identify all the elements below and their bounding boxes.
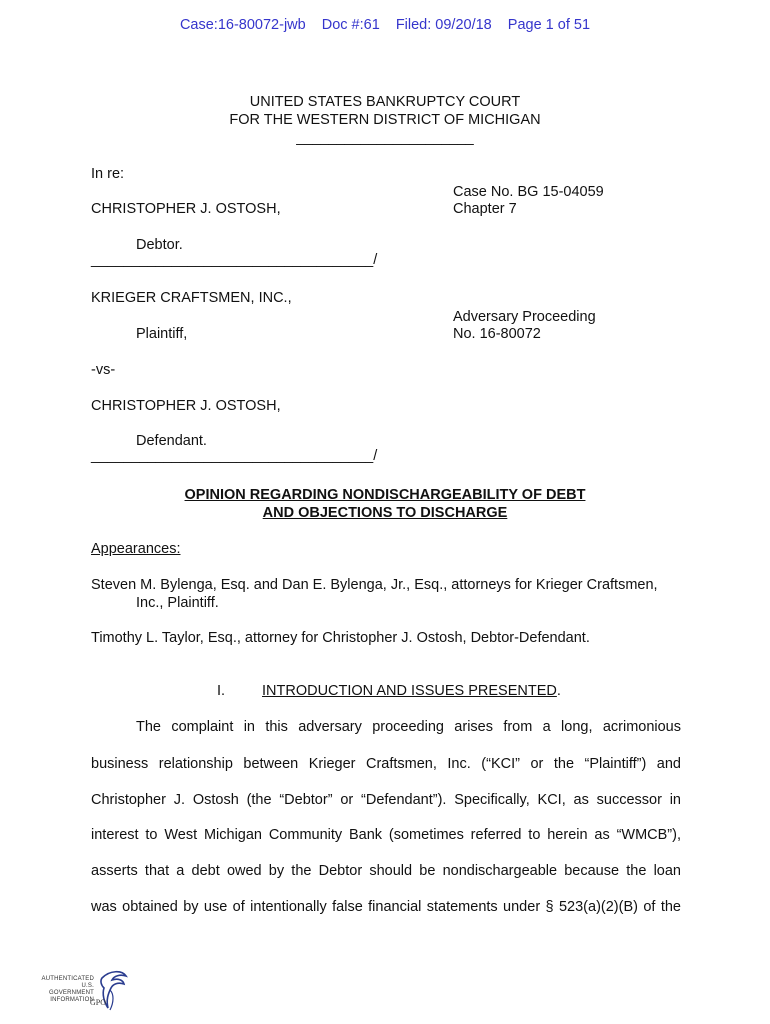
doc-number-stamp: Doc #:61 [321,17,380,33]
defendant-label: Defendant. [136,433,207,449]
court-rule: ______________________ [296,130,474,146]
court-name-line2: FOR THE WESTERN DISTRICT OF MICHIGAN [229,112,541,128]
seal-text-line1: AUTHENTICATED [41,976,94,982]
case-number: Case No. BG 15-04059 [453,184,604,200]
seal-gpo-label: GPO [90,998,107,1007]
court-name-line1: UNITED STATES BANKRUPTCY COURT [249,94,521,110]
section-number: I. [217,683,226,699]
body-line: The complaint in this adversary proceeding arises from a long, acrimonious [136,719,681,735]
section-heading-period: . [556,683,561,699]
section-heading-text: INTRODUCTION AND ISSUES PRESENTED [262,683,557,699]
debtor-name: CHRISTOPHER J. OSTOSH, [91,201,281,217]
chapter-label: Chapter 7 [453,201,517,217]
filing-header [0,17,770,33]
body-line: was obtained by use of intentionally false financial statements under § 523(a)(2)(B) of the [91,899,681,915]
adversary-number: No. 16-80072 [453,326,541,342]
body-line: Christopher J. Ostosh (the “Debtor” or “Defendant”). Specifically, KCI, as successor in [91,792,681,808]
plaintiff-label: Plaintiff, [136,326,188,342]
versus-label: -vs- [91,362,116,378]
in-re-label: In re: [91,166,125,182]
page-number-stamp: Page 1 of 51 [507,17,591,33]
adversary-proceeding-label: Adversary Proceeding [453,309,596,325]
appearance-defendant: Timothy L. Taylor, Esq., attorney for Christopher J. Ostosh, Debtor-Defendant. [91,630,590,646]
eagle-icon [96,968,130,1014]
body-line: business relationship between Krieger Craftsmen, Inc. (“KCI” or the “Plaintiff”) and [91,756,681,772]
debtor-label: Debtor. [136,237,183,253]
gpo-authentication-seal [40,968,132,1016]
seal-text-line2: U.S. GOVERNMENT [48,983,94,996]
seal-text-line3: INFORMATION [50,997,94,1003]
opinion-title-line2: AND OBJECTIONS TO DISCHARGE [262,505,508,521]
defendant-name: CHRISTOPHER J. OSTOSH, [91,398,281,414]
caption-separator-2: ___________________________________/ [91,448,378,464]
body-line: interest to West Michigan Community Bank (sometimes referred to herein as “WMCB”), [91,827,681,843]
section-heading [262,683,561,699]
opinion-title-line1: OPINION REGARDING NONDISCHARGEABILITY OF DEBT [184,487,586,503]
filed-date-stamp: Filed: 09/20/18 [395,17,492,33]
caption-separator: ___________________________________/ [91,252,378,268]
seal-text [40,976,94,1004]
appearance-plaintiff-line2: Inc., Plaintiff. [136,595,219,611]
appearances-heading: Appearances: [91,541,181,557]
body-line: asserts that a debt owed by the Debtor should be nondischargeable because the loan [91,863,681,879]
case-number-stamp: Case:16-80072-jwb [179,17,306,33]
plaintiff-name: KRIEGER CRAFTSMEN, INC., [91,290,292,306]
appearance-plaintiff-line1: Steven M. Bylenga, Esq. and Dan E. Bylenga, Jr., Esq., attorneys for Krieger Craftsmen, [91,577,658,593]
